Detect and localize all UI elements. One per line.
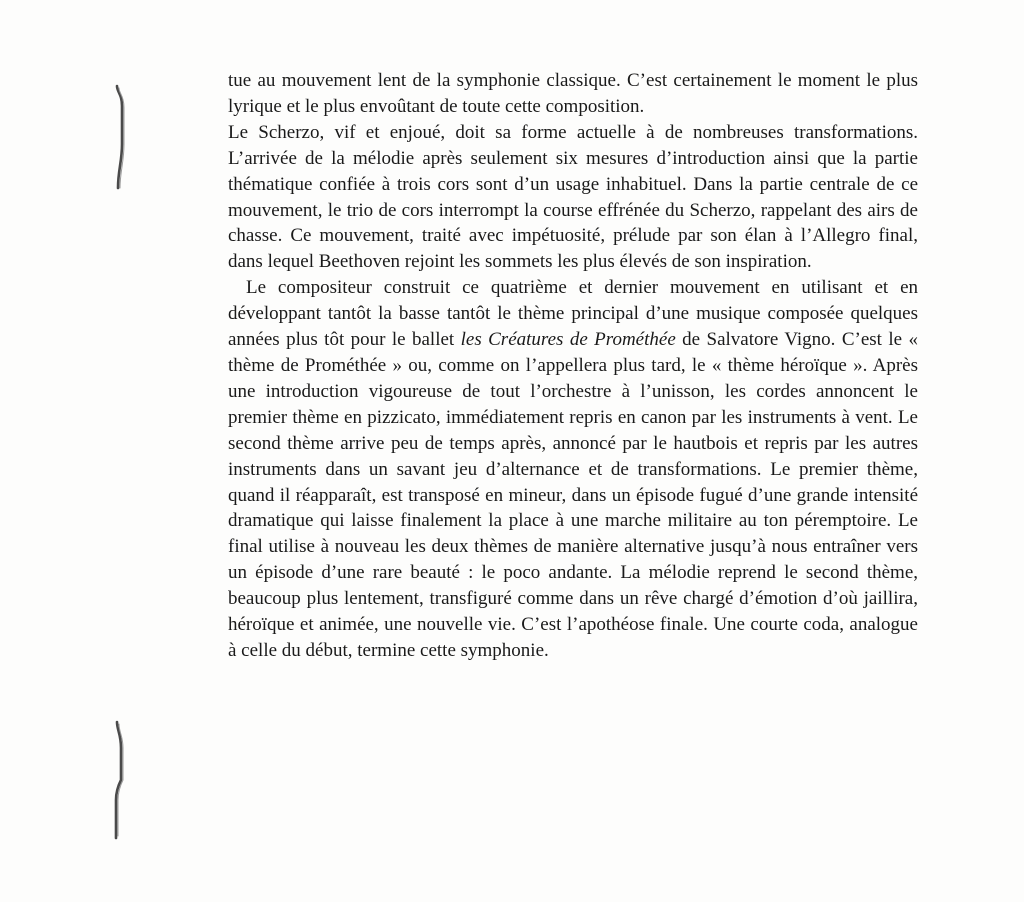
paragraph-1 (228, 68, 918, 120)
ballet-title: les Créatures de Prométhée (460, 329, 676, 351)
text-segment: de Salvatore Vigno. C’est le « thème de Prométhée » ou, comme on l’appellera plus tard, le « thème héroïque ». Après une introduction vigoureuse de tout l’orchestre à l’unisson, les cordes annoncent le premier thème en pizzicato, immédiatement repris en canon par les instruments à vent. Le second thème arrive peu de temps après, annoncé par le hautbois et repris par les autres instruments dans un savant jeu d’alternance et de transformations. Le premier thème, quand il réapparaît, est transposé en mineur, dans un épisode fugué d’une grande intensité dramatique qui laisse finalement la place à une marche militaire au ton péremptoire. Le final utilise à nouveau les deux thèmes de manière alternative jusqu’à nous entraîner vers un épisode d’une rare beauté : le poco andante. La mélodie reprend le second thème, beaucoup plus lentement, transfiguré comme dans un rêve chargé d’émotion d’où jaillira, héroïque et animée, une nouvelle vie. C’est l’apothéose finale. Une courte coda, analogue à celle du début, termine cette symphonie. (228, 329, 918, 661)
staple-top-icon (108, 84, 130, 192)
text-segment: Le Scherzo, vif et enjoué, doit sa forme actuelle à de nombreuses transformations. L’arrivée de la mélodie après seulement six mesures d’introduction ainsi que la partie thématique confiée à trois cors sont d’un usage inhabituel. Dans la partie centrale de ce mouvement, le trio de cors interrompt la course effrénée du Scherzo, rappelant des airs de chasse. Ce mouvement, traité avec impétuosité, prélude par son élan à l’Allegro final, dans lequel Beethoven rejoint les sommets les plus élevés de son inspiration. (228, 121, 918, 273)
staple-bottom-icon (108, 720, 130, 840)
text-segment: tue au mouvement lent de la symphonie classique. C’est certainement le moment le plus lyrique et le plus envoûtant de toute cette composition. (228, 70, 918, 117)
text-segment: Le compositeur construit ce quatrième et dernier mouvement en utilisant et en développant tantôt la basse tantôt le thème principal d’une musique composée quelques années plus tôt pour le ballet (228, 277, 918, 351)
body-text (228, 68, 918, 664)
paragraph-2 (228, 120, 918, 275)
paragraph-3 (228, 275, 918, 664)
